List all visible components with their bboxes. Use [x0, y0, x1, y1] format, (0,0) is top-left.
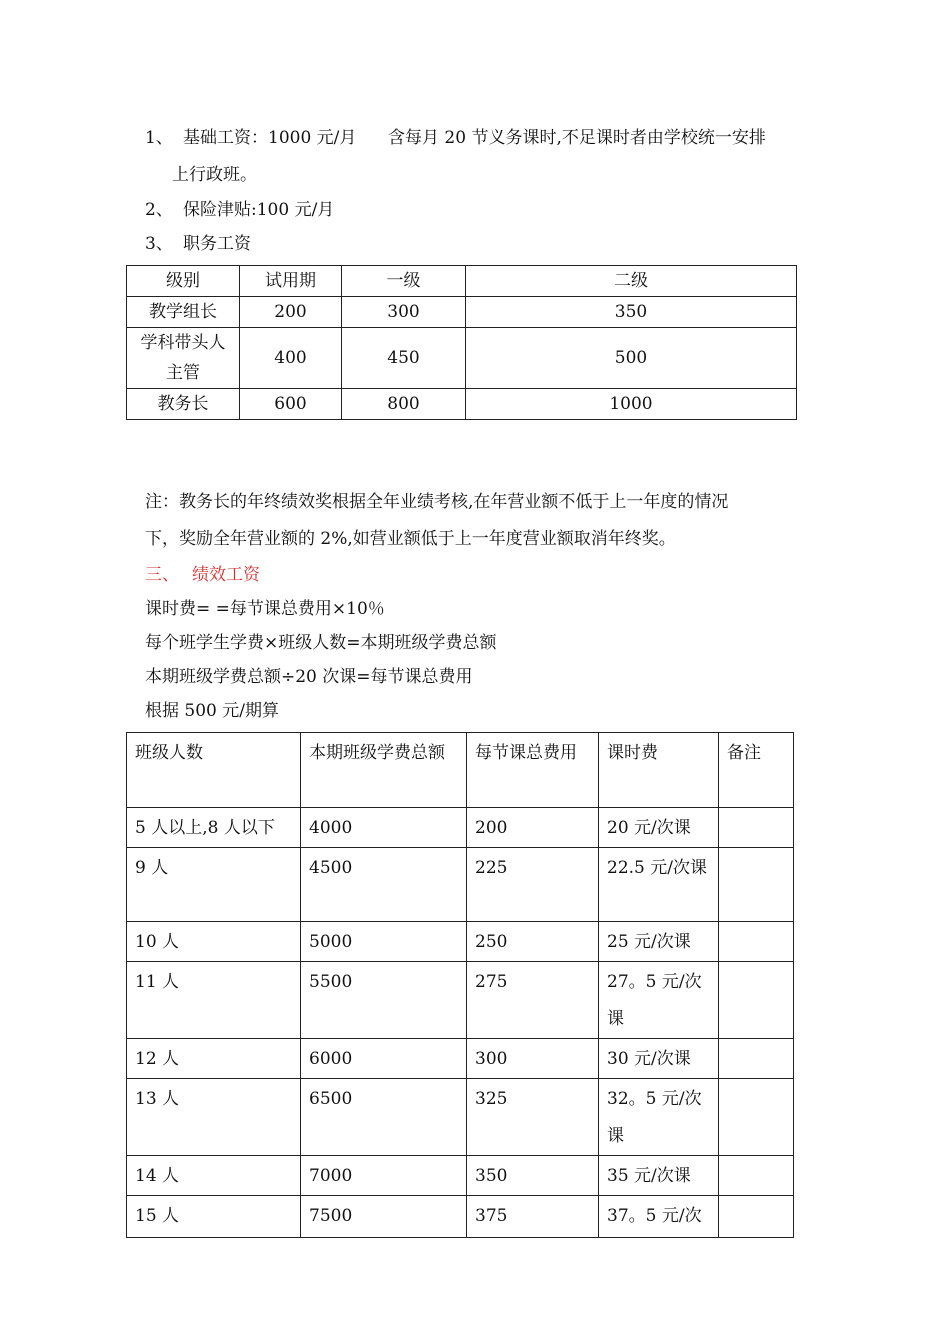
table-cell: 11 人 — [127, 962, 301, 1039]
table-cell: 13 人 — [127, 1079, 301, 1156]
table-header: 班级人数 — [127, 733, 301, 808]
table-cell: 200 — [240, 297, 342, 328]
table-row — [127, 1196, 794, 1238]
performance-salary-table — [126, 732, 794, 1238]
table-cell: 教学组长 — [127, 297, 240, 328]
role-line: 学科带头人 — [140, 333, 226, 353]
item-3-label: 3、 — [145, 234, 173, 254]
table-header: 试用期 — [240, 266, 342, 297]
table-cell: 37。5 元/次 — [599, 1196, 719, 1238]
table-row — [127, 962, 794, 1039]
table-cell: 7000 — [301, 1156, 467, 1196]
table-cell — [719, 1039, 794, 1079]
table-cell: 350 — [466, 297, 797, 328]
table-row — [127, 922, 794, 962]
table-header: 本期班级学费总额 — [301, 733, 467, 808]
table-cell: 4500 — [301, 848, 467, 922]
item-2-label: 2、 — [145, 200, 173, 220]
section-3-title: 绩效工资 — [192, 565, 260, 585]
table-cell: 300 — [342, 297, 466, 328]
item-1-text-cont: 含每月 20 节义务课时,不足课时者由学校统一安排 — [388, 128, 766, 148]
formula-line: 课时费= =每节课总费用×10％ — [145, 599, 385, 619]
table-header-row — [127, 266, 797, 297]
table-cell: 6500 — [301, 1079, 467, 1156]
table-header: 级别 — [127, 266, 240, 297]
table-header: 每节课总费用 — [467, 733, 599, 808]
table-cell: 30 元/次课 — [599, 1039, 719, 1079]
table-cell: 15 人 — [127, 1196, 301, 1238]
item-2-text: 保险津贴:100 元/月 — [183, 200, 335, 220]
note-line-2: 下，奖励全年营业额的 2%,如营业额低于上一年度营业额取消年终奖。 — [145, 529, 676, 549]
formula-line: 本期班级学费总额÷20 次课=每节课总费用 — [145, 667, 473, 687]
formula-line: 根据 500 元/期算 — [145, 701, 279, 721]
table-cell: 5000 — [301, 922, 467, 962]
table-row — [127, 1156, 794, 1196]
table-row — [127, 1079, 794, 1156]
table-cell — [719, 848, 794, 922]
table-cell — [719, 808, 794, 848]
table-cell: 20 元/次课 — [599, 808, 719, 848]
role-line: 主管 — [166, 363, 200, 383]
table-cell: 教务长 — [127, 389, 240, 420]
table-cell: 32。5 元/次课 — [599, 1079, 719, 1156]
table-cell: 1000 — [466, 389, 797, 420]
table-cell: 800 — [342, 389, 466, 420]
table-cell: 275 — [467, 962, 599, 1039]
table-cell: 10 人 — [127, 922, 301, 962]
table-cell: 22.5 元/次课 — [599, 848, 719, 922]
item-3-text: 职务工资 — [183, 234, 251, 254]
table-cell: 6000 — [301, 1039, 467, 1079]
table-cell — [719, 1196, 794, 1238]
table-cell: 200 — [467, 808, 599, 848]
table-cell: 5500 — [301, 962, 467, 1039]
table-cell — [127, 328, 240, 389]
table-cell: 400 — [240, 328, 342, 389]
table-cell: 4000 — [301, 808, 467, 848]
table-row — [127, 1039, 794, 1079]
formula-line: 每个班学生学费×班级人数=本期班级学费总额 — [145, 633, 497, 653]
table-header: 一级 — [342, 266, 466, 297]
item-1-text-wrap: 上行政班。 — [172, 165, 257, 185]
table-cell: 375 — [467, 1196, 599, 1238]
table-row — [127, 808, 794, 848]
table-header: 课时费 — [599, 733, 719, 808]
table-cell: 500 — [466, 328, 797, 389]
table-cell: 225 — [467, 848, 599, 922]
table-cell: 250 — [467, 922, 599, 962]
note-line-1: 注：教务长的年终绩效奖根据全年业绩考核,在年营业额不低于上一年度的情况 — [145, 492, 729, 512]
item-1-label: 1、 — [145, 128, 173, 148]
table-row — [127, 389, 797, 420]
section-3-label: 三、 — [145, 565, 179, 585]
table-cell: 27。5 元/次课 — [599, 962, 719, 1039]
table-row — [127, 297, 797, 328]
table-row — [127, 328, 797, 389]
table-cell: 325 — [467, 1079, 599, 1156]
item-1-text: 基础工资：1000 元/月 — [183, 128, 357, 148]
table-cell: 12 人 — [127, 1039, 301, 1079]
table-row — [127, 848, 794, 922]
table-cell — [719, 962, 794, 1039]
table-cell: 7500 — [301, 1196, 467, 1238]
table-cell — [719, 922, 794, 962]
table-cell: 5 人以上,8 人以下 — [127, 808, 301, 848]
table-cell: 35 元/次课 — [599, 1156, 719, 1196]
table-cell: 300 — [467, 1039, 599, 1079]
table-header-row — [127, 733, 794, 808]
table-header: 二级 — [466, 266, 797, 297]
table-cell: 25 元/次课 — [599, 922, 719, 962]
table-cell: 450 — [342, 328, 466, 389]
table-cell — [719, 1079, 794, 1156]
table-cell: 350 — [467, 1156, 599, 1196]
table-cell: 9 人 — [127, 848, 301, 922]
table-header: 备注 — [719, 733, 794, 808]
position-salary-table — [126, 265, 797, 420]
table-cell: 600 — [240, 389, 342, 420]
table-cell: 14 人 — [127, 1156, 301, 1196]
table-cell — [719, 1156, 794, 1196]
